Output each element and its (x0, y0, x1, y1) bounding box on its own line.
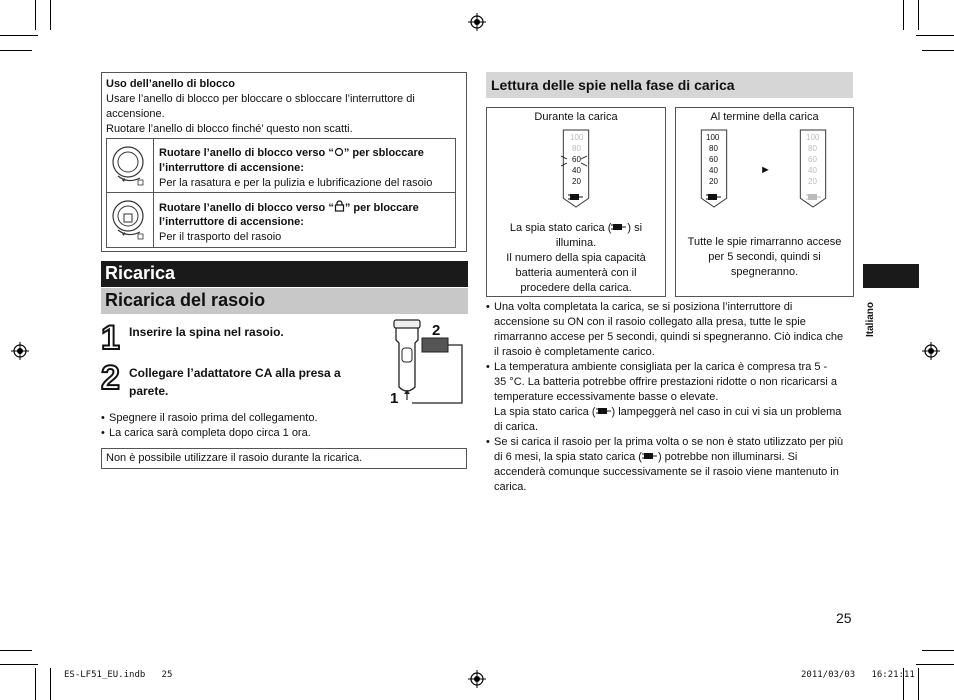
level-60: 60 (572, 155, 581, 164)
level-20: 20 (572, 177, 581, 186)
info-text: 35 °C. La batteria potrebbe offrire prestazioni ridotte o non ricaricarsi a (494, 376, 837, 388)
info-text: carica. (494, 481, 527, 493)
level-40: 40 (808, 166, 817, 175)
during-charge-desc: batteria aumenterà con il (515, 267, 637, 279)
crop-mark (903, 0, 904, 30)
figure-label-1: 1 (390, 390, 399, 407)
note-item: • La carica sarà completa dopo circa 1 ora. (101, 427, 311, 439)
end-charge-desc: Tutte le spie rimarranno accese (687, 236, 842, 248)
info-text: rimarranno accese per 5 secondi, quindi si spegneranno. Ciò indica che (494, 331, 844, 343)
level-80: 80 (709, 144, 718, 153)
crop-mark (922, 650, 954, 651)
step-text: Collegare l’adattatore CA alla presa a (129, 366, 341, 380)
step-number: 2 (101, 359, 120, 397)
lock-ring-line: Usare l’anello di blocco per bloccare o sbloccare l’interruttore di (106, 93, 415, 105)
info-text: accenderà comunque successivamente se il rasoio viene mantenuto in (494, 466, 839, 478)
level-100: 100 (806, 133, 820, 142)
info-text: Se si carica il rasoio per la prima volta o se non è stato utilizzato per più (494, 436, 844, 448)
level-20: 20 (808, 177, 817, 186)
info-text-part: La spia stato carica ( (494, 406, 596, 418)
end-charge-desc: spegneranno. (730, 266, 799, 278)
level-80: 80 (808, 144, 817, 153)
warning-box (101, 448, 467, 469)
registration-mark-icon (11, 342, 29, 360)
note-text: Spegnere il rasoio prima del collegamento. (109, 412, 318, 424)
level-40: 40 (572, 166, 581, 175)
warning-text: Non è possibile utilizzare il rasoio durante la ricarica. (106, 452, 363, 464)
step-text: parete. (129, 384, 169, 398)
note-item: • Spegnere il rasoio prima del collegamento. (101, 412, 318, 424)
language-label: Italiano (865, 301, 876, 337)
plug-icon (706, 192, 722, 202)
footer-date: 2011/03/03 16:21:11 (801, 670, 915, 680)
level-100: 100 (570, 133, 584, 142)
info-text: il rasoio è completamente carico. (494, 346, 655, 358)
crop-mark (50, 668, 51, 700)
unlock-instruction (159, 146, 424, 161)
arrow-right-icon: ► (760, 164, 771, 176)
lock-instruction-part: Ruotare l’anello di blocco verso “ (159, 202, 334, 214)
crop-mark (0, 50, 32, 51)
lock-instruction-line2: l’interruttore di accensione: (159, 216, 304, 228)
registration-mark-icon (922, 342, 940, 360)
lock-row (106, 192, 456, 248)
level-20: 20 (709, 177, 718, 186)
crop-mark (0, 664, 38, 665)
crop-mark (0, 35, 38, 36)
level-60: 60 (709, 155, 718, 164)
crop-mark (922, 50, 954, 51)
crop-mark (918, 668, 919, 700)
level-80: 80 (572, 144, 581, 153)
lock-ring-line: Ruotare l’anello di blocco finché’ questo non scatti. (106, 123, 353, 135)
unlock-instruction-part: ” per sbloccare (343, 147, 424, 159)
lock-instruction-part: ” per bloccare (344, 202, 419, 214)
info-item: • La temperatura ambiente consigliata per la carica è compresa tra 5 - 35 °C. La batteria potrebbe offrire prestazioni ridotte o non ricaricarsi a temperature eccessivamente basse o elevate. La spia stato carica ( ) lampeggerà nel caso in cui vi sia un problema di carica. (486, 361, 842, 433)
during-charge-desc: illumina. (555, 237, 597, 249)
plug-icon (596, 407, 612, 416)
plug-icon (806, 192, 822, 202)
unlock-figure (107, 139, 154, 192)
section-heading-lettura: Lettura delle spie nella fase di carica (486, 72, 853, 98)
crop-mark (35, 668, 36, 700)
padlock-icon (334, 200, 345, 212)
lock-purpose: Per il trasporto del rasoio (159, 231, 282, 243)
info-text-part: ) potrebbe non illuminarsi. Si (657, 451, 798, 463)
level-100: 100 (706, 133, 720, 142)
shaver-charging-illustration (388, 318, 468, 410)
lock-ring-title: Uso dell’anello di blocco (106, 78, 235, 90)
end-charge-panel (675, 107, 854, 297)
during-charge-panel (486, 107, 666, 297)
crop-mark (916, 35, 954, 36)
step-text: Inserire la spina nel rasoio. (129, 325, 284, 339)
during-charge-title: Durante la carica (534, 111, 618, 123)
unlock-icon (334, 147, 344, 157)
lock-ring-box (101, 72, 467, 252)
level-40: 40 (709, 166, 718, 175)
unlock-instruction-line2: l’interruttore di accensione: (159, 162, 304, 174)
section-heading-ricarica-rasoio: Ricarica del rasoio (101, 288, 468, 314)
lock-instruction (159, 200, 419, 216)
registration-mark-icon (468, 13, 486, 31)
plug-icon (642, 452, 658, 461)
info-text (494, 450, 797, 465)
during-charge-desc (487, 221, 665, 236)
lock-figure (107, 193, 154, 247)
lock-ring-line: accensione. (106, 108, 165, 120)
section-heading-ricarica: Ricarica (101, 261, 468, 287)
info-text: La temperatura ambiente consigliata per la carica è compresa tra 5 - (494, 361, 828, 373)
info-text (494, 405, 841, 420)
end-charge-desc: per 5 secondi, quindi si (708, 251, 821, 263)
note-text: La carica sarà completa dopo circa 1 ora. (109, 427, 311, 439)
footer-file: ES-LF51_EU.indb 25 (64, 670, 173, 680)
page-number: 25 (836, 610, 852, 626)
info-text-part: di 6 mesi, la spia stato carica ( (494, 451, 642, 463)
crop-mark (918, 0, 919, 30)
crop-mark (50, 0, 51, 30)
language-tab (863, 264, 919, 288)
plug-icon (611, 223, 627, 232)
flash-lines-icon (559, 154, 589, 168)
info-text: Una volta completata la carica, se si posiziona l’interruttore di (494, 301, 793, 313)
info-item: • Se si carica il rasoio per la prima volta o se non è stato utilizzato per più di 6 mesi, la spia stato carica ( ) potrebbe non illuminarsi. Si accenderà comunque successivamente se il rasoio viene mantenuto in carica. (486, 436, 844, 493)
unlock-purpose: Per la rasatura e per la pulizia e lubrificazione del rasoio (159, 177, 433, 189)
info-text-part: ) lampeggerà nel caso in cui vi sia un problema (611, 406, 842, 418)
plug-icon (568, 192, 584, 202)
crop-mark (35, 0, 36, 30)
unlock-row (106, 138, 456, 193)
figure-label-2: 2 (432, 322, 441, 339)
info-text: accensione su ON con il rasoio collegato alla presa, tutte le spie (494, 316, 806, 328)
registration-mark-icon (468, 670, 486, 688)
crop-mark (916, 664, 954, 665)
info-text: temperature eccessivamente basse o elevate. (494, 391, 719, 403)
crop-mark (0, 650, 32, 651)
desc-part: ) si (627, 222, 643, 234)
unlock-ring-icon (108, 140, 152, 190)
info-text: di carica. (494, 421, 539, 433)
step-number: 1 (101, 319, 120, 357)
during-charge-desc: procedere della carica. (520, 282, 632, 294)
end-charge-title: Al termine della carica (710, 111, 819, 123)
unlock-instruction-part: Ruotare l’anello di blocco verso “ (159, 147, 334, 159)
info-item: • Una volta completata la carica, se si posiziona l’interruttore di accensione su ON con il rasoio collegato alla presa, tutte le spie rimarranno accese per 5 secondi, quindi si spegneranno. Ciò indica che il rasoio è completamente carico. (486, 301, 844, 358)
lock-ring-icon (108, 194, 152, 244)
during-charge-desc: Il numero della spia capacità (506, 252, 646, 264)
level-60: 60 (808, 155, 817, 164)
desc-part: La spia stato carica ( (509, 222, 612, 234)
